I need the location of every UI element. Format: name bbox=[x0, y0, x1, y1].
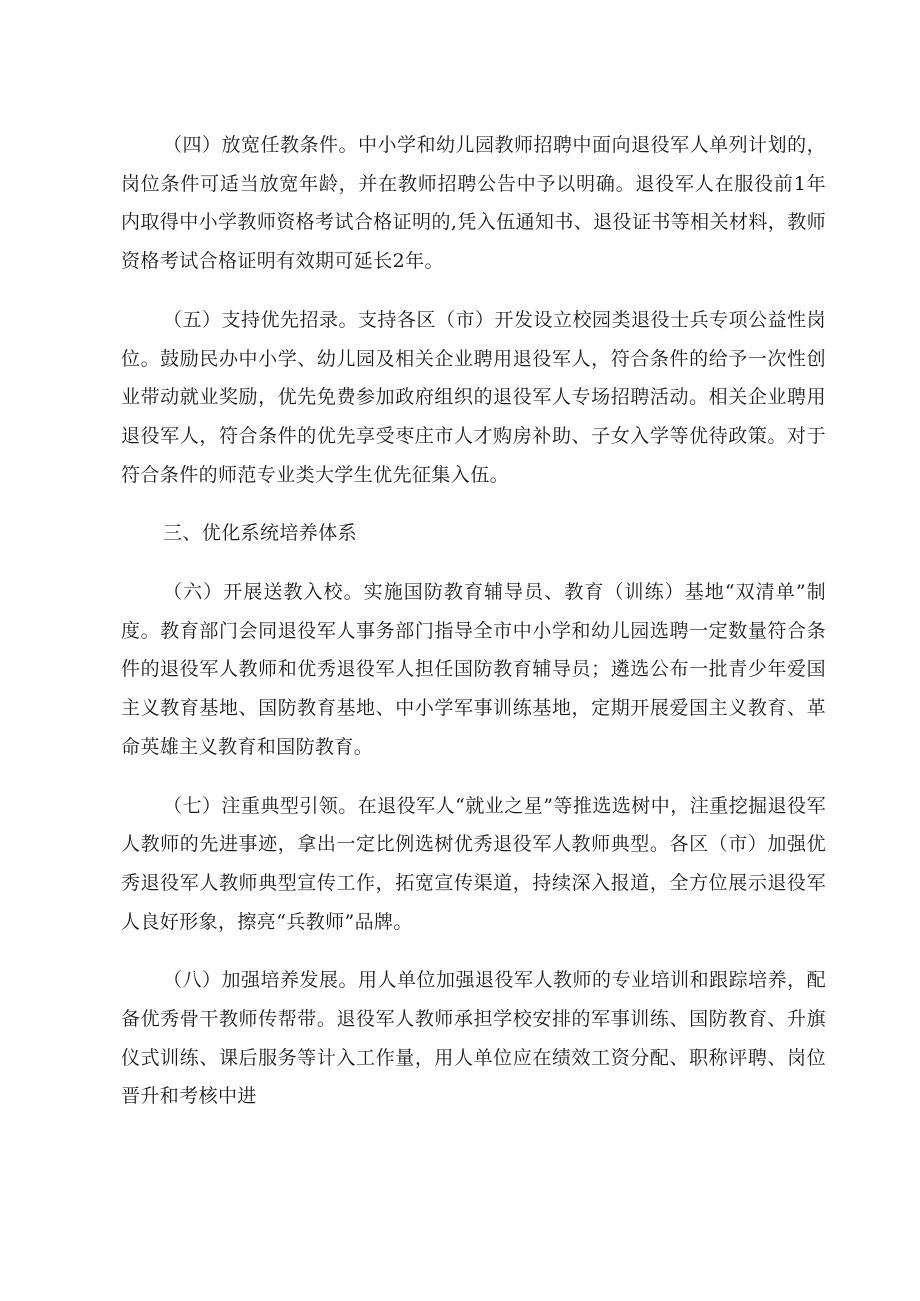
section-heading-3: 三、优化系统培养体系 bbox=[163, 522, 358, 545]
paragraph-8-training-development: （八）加强培养发展。用人单位加强退役军人教师的专业培训和跟踪培养，配备优秀骨干教师传帮带。退役军人教师承担学校安排的军事训练、国防教育、升旗仪式训练、课后服务等计入工作量，用人单位应在绩效工资分配、职称评聘、岗位晋升和考核中进 bbox=[121, 969, 826, 1108]
document-body bbox=[121, 126, 826, 1116]
paragraph-4-relax-teaching-conditions: （四）放宽任教条件。中小学和幼儿园教师招聘中面向退役军人单列计划的，岗位条件可适当放宽年龄，并在教师招聘公告中予以明确。退役军人在服役前1年内取得中小学教师资格考试合格证明的,凭入伍通知书、退役证书等相关材料，教师资格考试合格证明有效期可延长2年。 bbox=[121, 134, 826, 273]
paragraph-6-education-into-schools: （六）开展送教入校。实施国防教育辅导员、教育（训练）基地“双清单”制度。教育部门会同退役军人事务部门指导全市中小学和幼儿园选聘一定数量符合条件的退役军人教师和优秀退役军人担任国防教育辅导员；遴选公布一批青少年爱国主义教育基地、国防教育基地、中小学军事训练基地，定期开展爱国主义教育、革命英雄主义教育和国防教育。 bbox=[121, 581, 826, 758]
paragraph-7-role-models: （七）注重典型引领。在退役军人“就业之星”等推选选树中，注重挖掘退役军人教师的先进事迹，拿出一定比例选树优秀退役军人教师典型。各区（市）加强优秀退役军人教师典型宣传工作，拓宽宣传渠道，持续深入报道，全方位展示退役军人良好形象，擦亮“兵教师”品牌。 bbox=[121, 794, 826, 933]
paragraph-5-priority-recruitment: （五）支持优先招录。支持各区（市）开发设立校园类退役士兵专项公益性岗位。鼓励民办中小学、幼儿园及相关企业聘用退役军人，符合条件的给予一次性创业带动就业奖励，优先免费参加政府组织的退役军人专场招聘活动。相关企业聘用退役军人，符合条件的优先享受枣庄市人才购房补助、子女入学等优待政策。对于符合条件的师范专业类大学生优先征集入伍。 bbox=[121, 308, 826, 486]
